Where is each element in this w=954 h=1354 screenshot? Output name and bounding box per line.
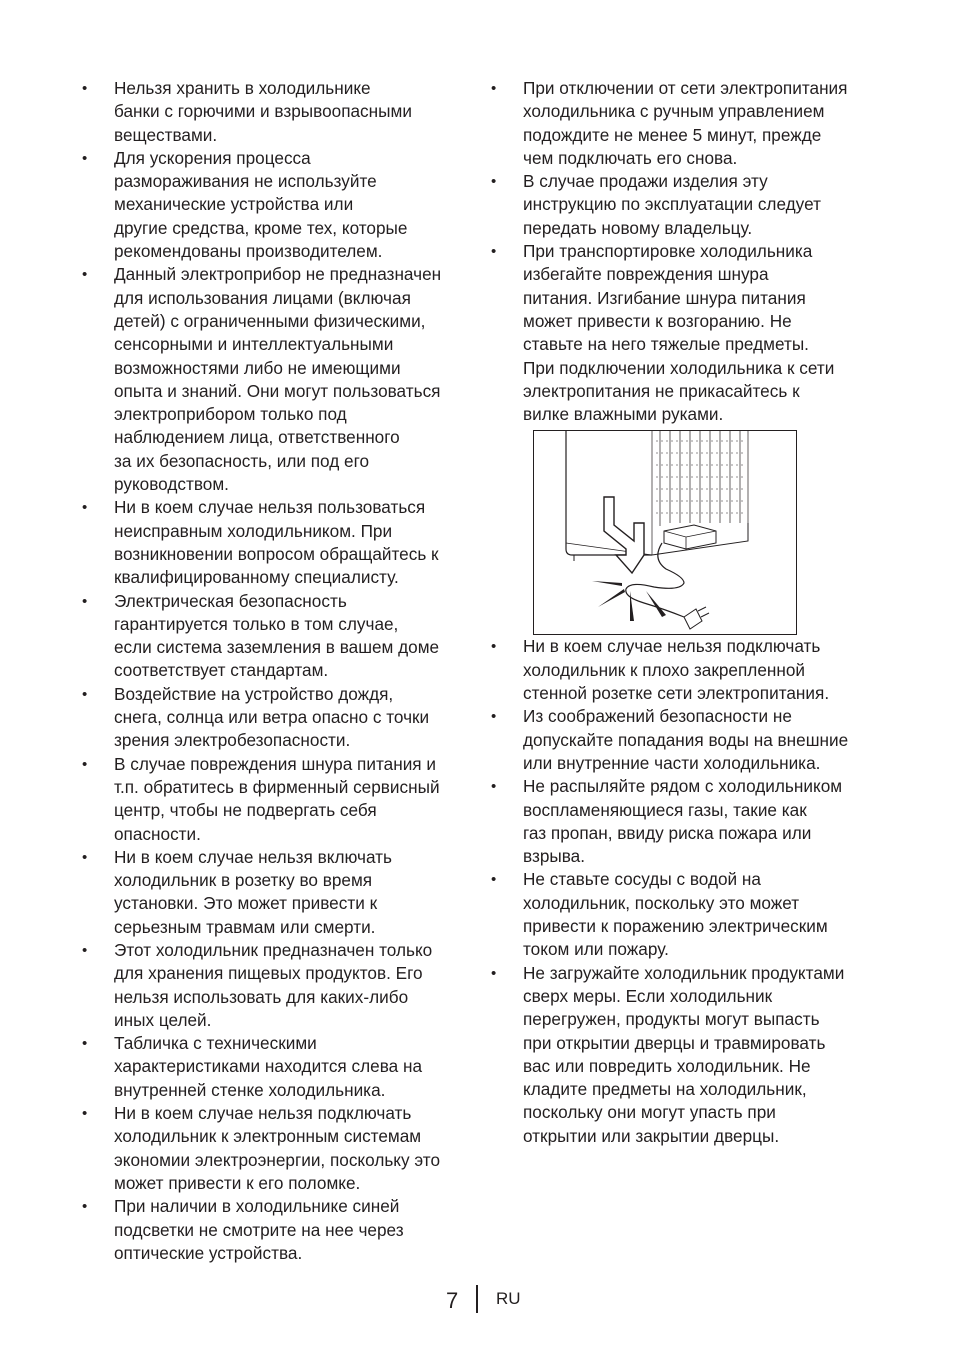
bullet-item: • Не загружайте холодильник продуктами сверх меры. Если холодильник перегружен, продукты могут выпасть при открытии дверцы и травмировать вас или повредить холодильник. Не кладите предметы на холодильник, поскольку они могут упасть при открытии или закрытии дверцы. [489,962,879,1148]
right-top-bullet-list [489,77,879,426]
bullet-item: • Ни в коем случае нельзя подключать холодильник к электронным системам экономии электроэнергии, поскольку это может привести к его поломке. [80,1102,470,1195]
bullet-item: • При транспортировке холодильника избегайте повреждения шнура питания. Изгибание шнура питания может привести к возгоранию. Не ставьте на него тяжелые предметы. При подключении холодильника к сети электропитания не прикасайтесь к вилке влажными руками. [489,240,879,426]
bullet-item: • Данный электроприбор не предназначен для использования лицами (включая детей) с ограниченными физическими, сенсорными и интеллектуальными возможностями либо не имеющими опыта и знаний. Они могут пользоваться электроприбором только под наблюдением лица, ответственного за их безопасность, или под его руководством. [80,263,470,496]
bullet-item: • Не распыляйте рядом с холодильником воспламеняющиеся газы, такие как газ пропан, ввиду риска пожара или взрыва. [489,775,879,868]
right-bottom-bullet-list [489,635,879,1148]
bullet-item: • Не ставьте сосуды с водой на холодильник, поскольку это может привести к поражению электрическим током или пожару. [489,868,879,961]
refrigerator-cord-icon [534,431,796,634]
page-footer [0,1284,954,1314]
bullet-item: • Табличка с техническими характеристиками находится слева на внутренней стенке холодильника. [80,1032,470,1102]
page-number: 7 [446,1288,459,1313]
bullet-item: • Для ускорения процесса размораживания не используйте механические устройства или другие средства, кроме тех, которые рекомендованы производителем. [80,147,470,263]
bullet-item: • Нельзя хранить в холодильнике банки с горючими и взрывоопасными веществами. [80,77,470,147]
bullet-item: • В случае повреждения шнура питания и т.п. обратитесь в фирменный сервисный центр, чтобы не подвергать себя опасности. [80,753,470,846]
left-bullet-list [80,77,470,1265]
bullet-item: • Ни в коем случае нельзя включать холодильник в розетку во время установки. Это может привести к серьезным травмам или смерти. [80,846,470,939]
bullet-item: • Ни в коем случае нельзя подключать холодильник к плохо закрепленной стенной розетке сети электропитания. [489,635,879,705]
bullet-item: • В случае продажи изделия эту инструкцию по эксплуатации следует передать новому владельцу. [489,170,879,240]
left-column [80,77,470,1265]
power-cord-illustration [533,430,797,635]
bullet-item: • Электрическая безопасность гарантируется только в том случае, если система заземления в вашем доме соответствует стандартам. [80,590,470,683]
bullet-item: • При отключении от сети электропитания холодильника с ручным управлением подождите не менее 5 минут, прежде чем подключать его снова. [489,77,879,170]
bullet-item: • Ни в коем случае нельзя пользоваться неисправным холодильником. При возникновении вопросом обращайтесь к квалифицированному специалисту. [80,496,470,589]
bullet-item: • При наличии в холодильнике синей подсветки не смотрите на нее через оптические устройства. [80,1195,470,1265]
bullet-item: • Воздействие на устройство дождя, снега, солнца или ветра опасно с точки зрения электробезопасности. [80,683,470,753]
right-column [489,77,879,1148]
language-code: RU [496,1289,521,1308]
footer-divider [476,1285,478,1313]
bullet-item: • Из соображений безопасности не допускайте попадания воды на внешние или внутренние части холодильника. [489,705,879,775]
bullet-item: • Этот холодильник предназначен только для хранения пищевых продуктов. Его нельзя использовать для каких-либо иных целей. [80,939,470,1032]
